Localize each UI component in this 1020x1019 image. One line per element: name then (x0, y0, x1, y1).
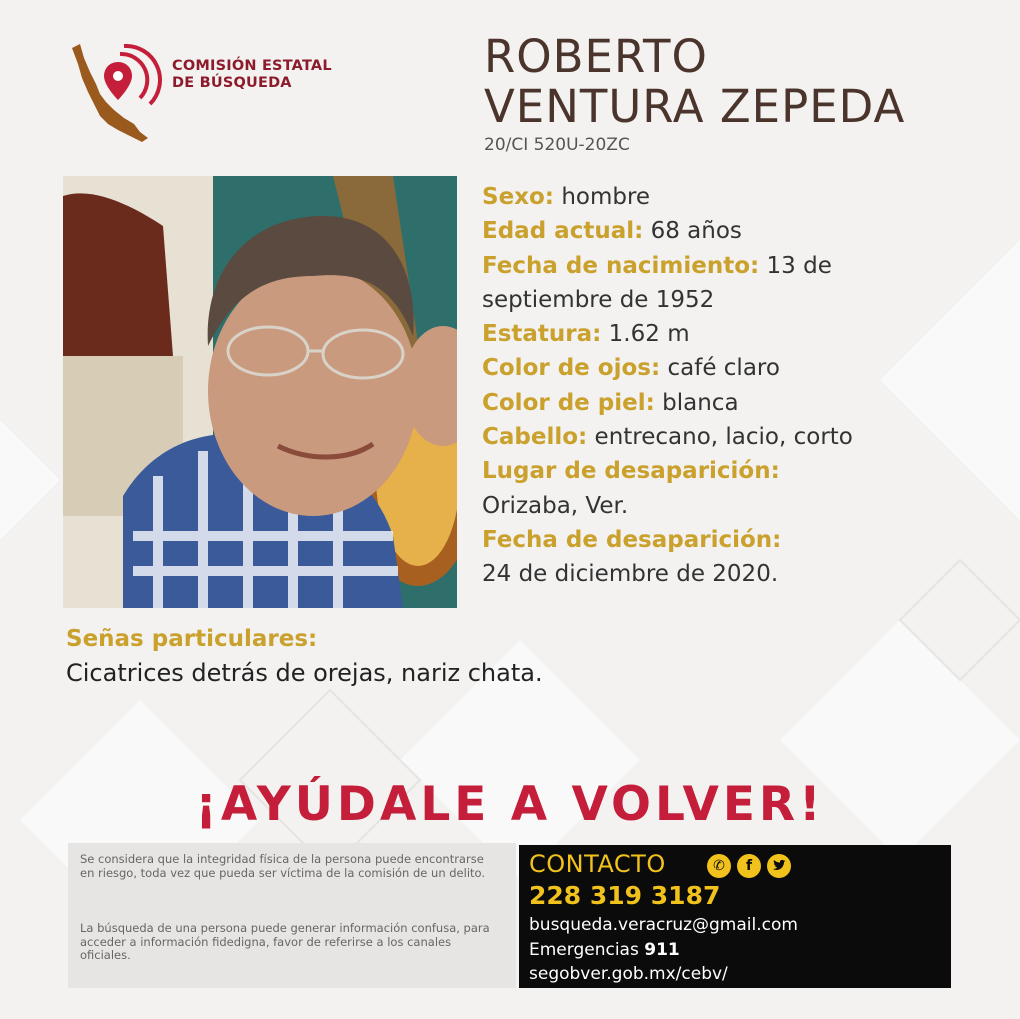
disclaimer-paragraph-1: Se considera que la integridad física de la persona puede encontrarse en riesgo, toda vez que pueda ser víctima de la comisión de un delito. (80, 852, 486, 880)
distinguishing-marks: Señas particulares: Cicatrices detrás de orejas, nariz chata. (66, 626, 543, 687)
field-sexo: Sexo: hombre (482, 184, 651, 210)
headline: ¡AYÚDALE A VOLVER! (195, 777, 825, 832)
field-fecha-nacimiento: Fecha de nacimiento: 13 de septiembre de 1952 (482, 252, 832, 313)
contact-title: CONTACTO (529, 850, 666, 878)
contact-email[interactable]: busqueda.veracruz@gmail.com (529, 915, 798, 935)
person-name: ROBERTO VENTURA ZEPEDA (484, 30, 906, 133)
field-fecha-desaparicion: Fecha de desaparición: 24 de diciembre de 2020. (482, 526, 782, 588)
field-lugar-desaparicion: Lugar de desaparición: Orizaba, Ver. (482, 458, 780, 519)
person-photo (63, 176, 457, 608)
contact-box (519, 845, 951, 988)
contact-website[interactable]: segobver.gob.mx/cebv/ (529, 964, 728, 984)
case-id: 20/CI 520U-20ZC (484, 135, 630, 155)
contact-phone[interactable]: 228 319 3187 (529, 881, 721, 910)
disclaimer-box (68, 843, 516, 988)
phone-icon[interactable]: ✆ (707, 854, 731, 878)
person-details (482, 180, 962, 592)
disclaimer-paragraph-2: La búsqueda de una persona puede generar información confusa, para acceder a información fidedigna, favor de referirse a los canales oficiales. (80, 921, 490, 962)
facebook-icon[interactable]: f (737, 854, 761, 878)
field-edad: Edad actual: 68 años (482, 218, 742, 245)
org-logo (68, 38, 368, 148)
field-color-ojos: Color de ojos: café claro (482, 355, 780, 382)
field-cabello: Cabello: entrecano, lacio, corto (482, 424, 853, 451)
field-color-piel: Color de piel: blanca (482, 389, 739, 416)
field-estatura: Estatura: 1.62 m (482, 321, 690, 348)
org-name: COMISIÓN ESTATAL DE BÚSQUEDA (172, 58, 332, 91)
twitter-icon[interactable] (767, 854, 791, 878)
contact-emergency: Emergencias 911 (529, 940, 680, 960)
